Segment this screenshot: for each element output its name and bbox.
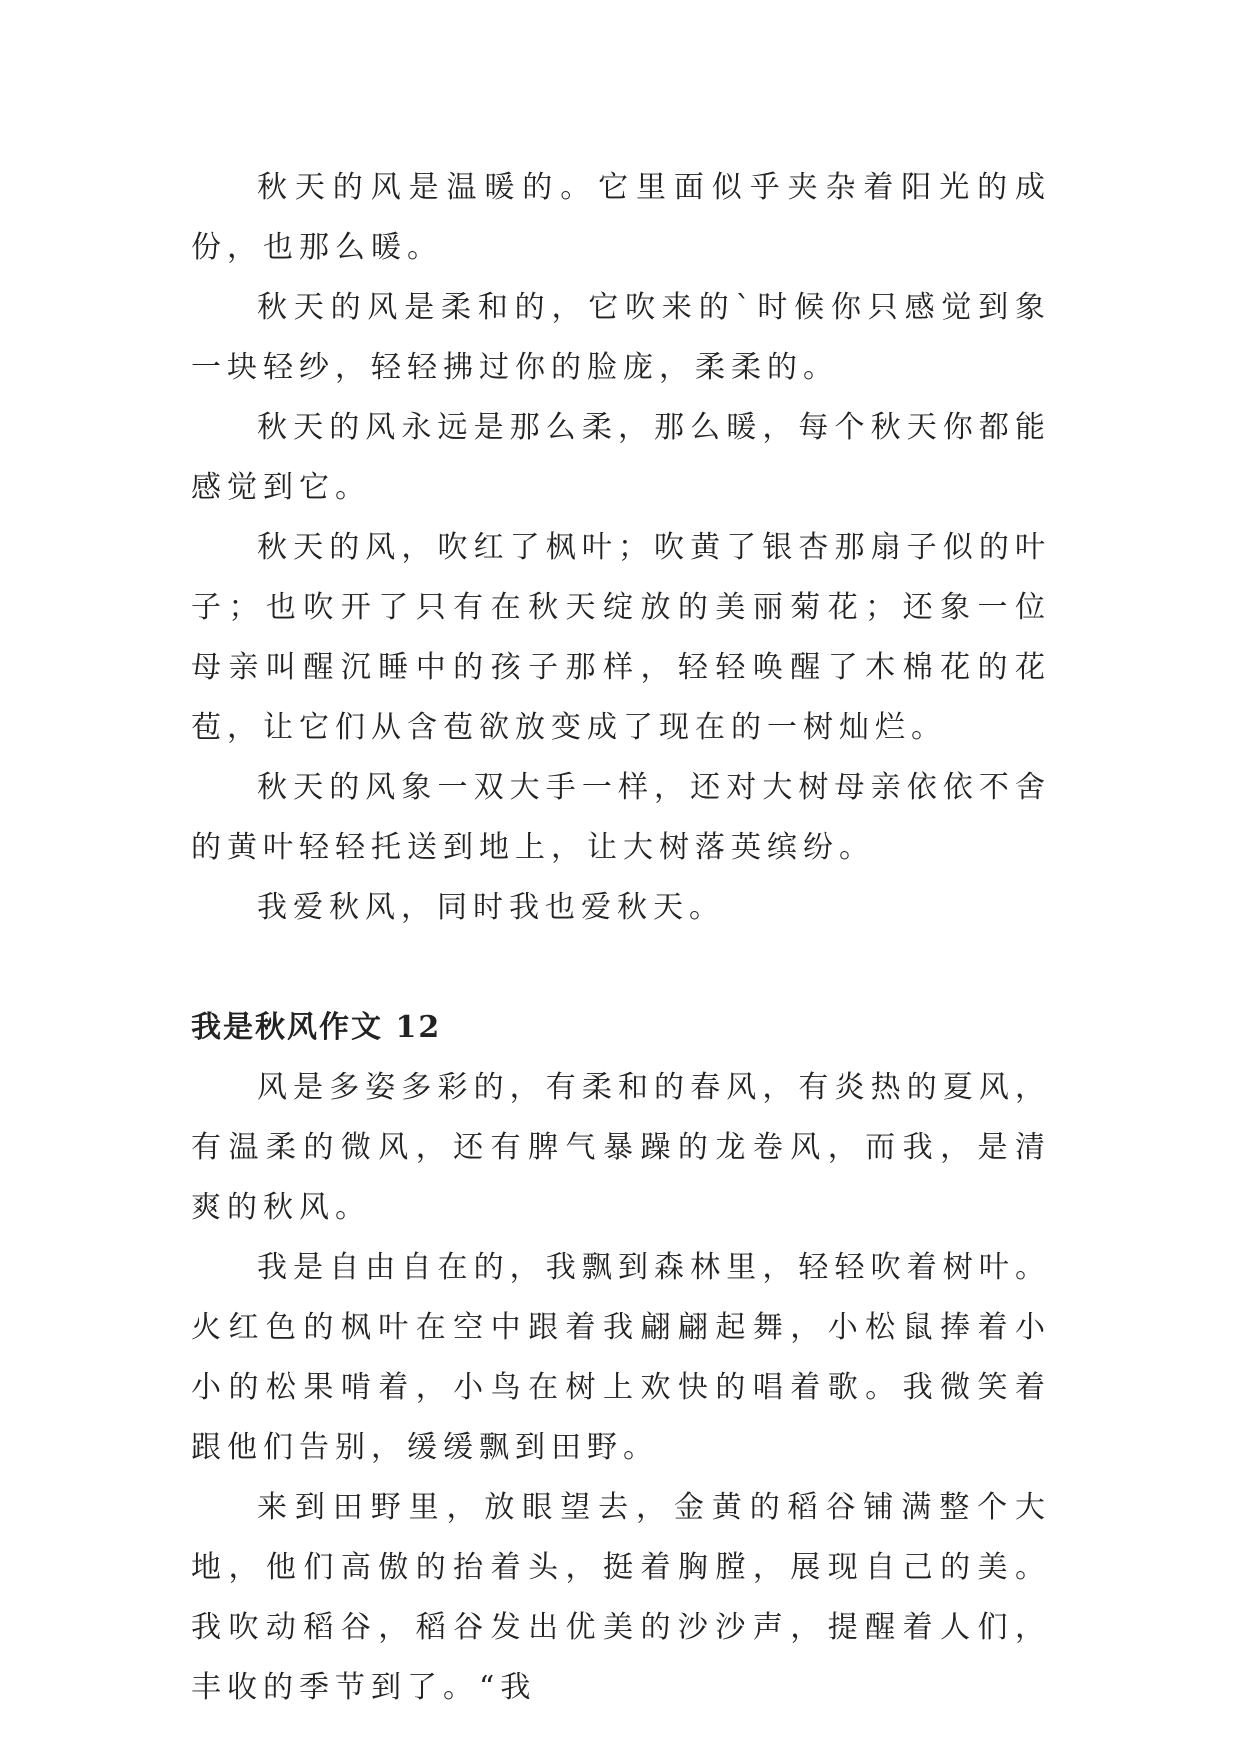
paragraph: 秋天的风永远是那么柔，那么暖，每个秋天你都能感觉到它。 [191, 410, 1051, 505]
paragraph: 风是多姿多彩的，有柔和的春风，有炎热的夏风，有温柔的微风，还有脾气暴躁的龙卷风，而我，是清爽的秋风。 [191, 1070, 1051, 1225]
paragraph: 我是自由自在的，我飘到森林里，轻轻吹着树叶。火红色的枫叶在空中跟着我翩翩起舞，小松鼠捧着小小的松果啃着，小鸟在树上欢快的唱着歌。我微笑着跟他们告别，缓缓飘到田野。 [191, 1250, 1051, 1465]
paragraph: 秋天的风是温暖的。它里面似乎夹杂着阳光的成份，也那么暖。 [191, 170, 1051, 265]
paragraph: 秋天的风是柔和的，它吹来的`时候你只感觉到象一块轻纱，轻轻拂过你的脸庞，柔柔的。 [191, 290, 1051, 385]
paragraph: 来到田野里，放眼望去，金黄的稻谷铺满整个大地，他们高傲的抬着头，挺着胸膛，展现自己的美。我吹动稻谷，稻谷发出优美的沙沙声，提醒着人们，丰收的季节到了。“我 [191, 1490, 1051, 1705]
document-body [191, 158, 1051, 1718]
paragraph: 秋天的风，吹红了枫叶；吹黄了银杏那扇子似的叶子；也吹开了只有在秋天绽放的美丽菊花；还象一位母亲叫醒沉睡中的孩子那样，轻轻唤醒了木棉花的花苞，让它们从含苞欲放变成了现在的一树灿烂。 [191, 530, 1051, 745]
paragraph: 秋天的风象一双大手一样，还对大树母亲依依不舍的黄叶轻轻托送到地上，让大树落英缤纷。 [191, 770, 1051, 865]
paragraph: 我爱秋风，同时我也爱秋天。 [257, 890, 725, 925]
section-title: 我是秋风作文 12 [191, 1010, 442, 1045]
